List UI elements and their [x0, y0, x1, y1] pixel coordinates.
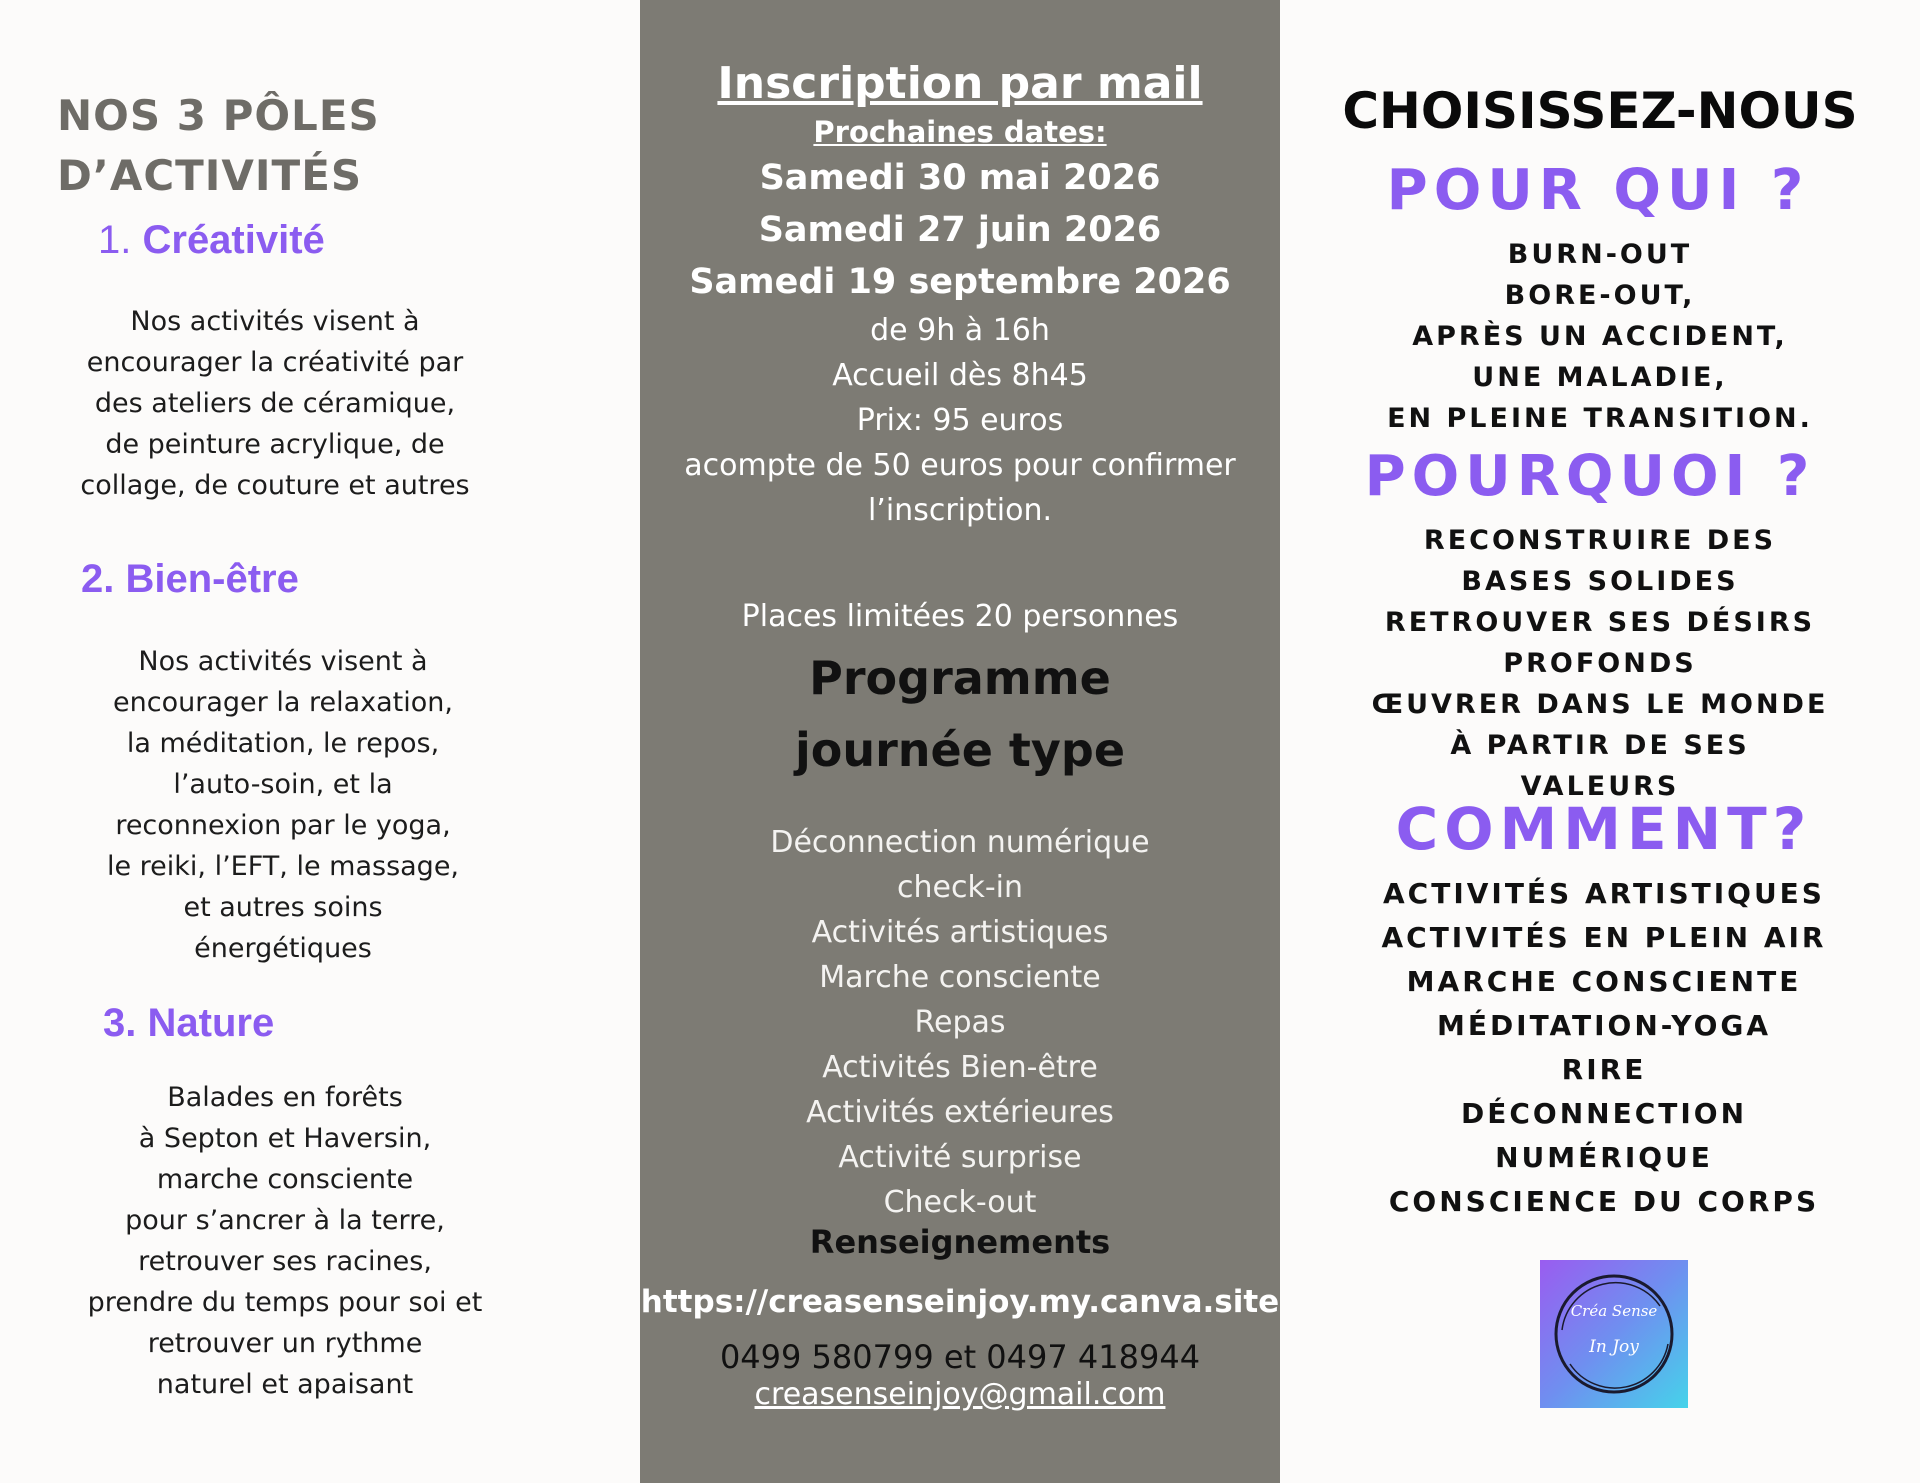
deposit-text-2: l’inscription. — [867, 493, 1053, 528]
list-item: APRÈS UN ACCIDENT, — [1412, 321, 1788, 352]
program-item: Activité surprise — [838, 1140, 1082, 1175]
list-item: MÉDITATION-YOGA — [1436, 1009, 1772, 1042]
why-list — [1280, 520, 1920, 807]
places-text: Places limitées 20 personnes — [741, 599, 1179, 634]
list-item: NUMÉRIQUE — [1495, 1141, 1713, 1174]
list-item: MARCHE CONSCIENTE — [1406, 965, 1802, 998]
how-heading: COMMENT? — [1395, 795, 1813, 863]
list-item: DÉCONNECTION — [1460, 1097, 1748, 1130]
list-item: ŒUVRER DANS LE MONDE — [1371, 689, 1829, 720]
list-item: ACTIVITÉS EN PLEIN AIR — [1381, 921, 1827, 954]
section-nature-text: Balades en forêts à Septon et Haversin, marche consciente pour s’ancrer à la terre, retrouver ses racines, prendre du temps pour soi et retrouver un rythme naturel et apaisant — [87, 1082, 483, 1400]
date-item: Samedi 19 septembre 2026 — [689, 262, 1231, 302]
poles-title-line1: NOS 3 PÔLES — [57, 91, 380, 140]
list-item: BURN-OUT — [1507, 239, 1693, 270]
logo-text-line1: Créa Sense — [1570, 1302, 1658, 1320]
section-title: Nature — [147, 1001, 275, 1045]
why-heading: POURQUOI ? — [1364, 444, 1816, 509]
program-item: Activités artistiques — [811, 915, 1109, 950]
list-item: VALEURS — [1520, 771, 1680, 802]
deposit-text: acompte de 50 euros pour confirmer — [684, 448, 1236, 483]
list-item: À PARTIR DE SES — [1450, 730, 1750, 761]
email-link[interactable]: creasenseinjoy@gmail.com — [754, 1377, 1166, 1412]
program-item: Activités Bien-être — [822, 1050, 1098, 1085]
list-item: BORE-OUT, — [1504, 280, 1696, 311]
section-number: 3. — [103, 1001, 137, 1045]
logo-text-line2: In Joy — [1589, 1337, 1639, 1357]
for-who-list — [1280, 234, 1920, 439]
choose-us-title: CHOISISSEZ-NOUS — [1342, 82, 1858, 140]
date-item: Samedi 27 juin 2026 — [758, 210, 1162, 250]
brand-logo-circle-icon — [1540, 1260, 1688, 1408]
section-title: Créativité — [142, 218, 325, 262]
hours-text: de 9h à 16h — [870, 313, 1050, 348]
program-item: Activités extérieures — [806, 1095, 1114, 1130]
list-item: PROFONDS — [1503, 648, 1697, 679]
section-number: 1. — [98, 218, 132, 262]
list-item: EN PLEINE TRANSITION. — [1387, 403, 1813, 434]
phone-text: 0499 580799 et 0497 418944 — [719, 1338, 1201, 1376]
how-list — [1284, 872, 1920, 1224]
welcome-text: Accueil dès 8h45 — [832, 358, 1088, 393]
section-bien-etre-text: Nos activités visent à encourager la relaxation, la méditation, le repos, l’auto-soin, et la reconnexion par le yoga, le reiki, l’EFT, le massage, et autres soins énergétiques — [106, 646, 460, 964]
date-item: Samedi 30 mai 2026 — [759, 158, 1161, 198]
program-item: Marche consciente — [819, 960, 1101, 995]
poles-title-line2: D’ACTIVITÉS — [57, 151, 363, 200]
info-heading: Renseignements — [809, 1223, 1111, 1261]
program-item: Check-out — [883, 1185, 1037, 1220]
list-item: RECONSTRUIRE DES — [1423, 525, 1777, 556]
list-item: RETROUVER SES DÉSIRS — [1384, 607, 1816, 638]
program-item: check-in — [896, 870, 1023, 905]
brand-logo — [1540, 1260, 1688, 1408]
section-title: Bien-être — [125, 557, 299, 601]
list-item: ACTIVITÉS ARTISTIQUES — [1383, 877, 1825, 910]
program-item: Repas — [914, 1005, 1006, 1040]
program-item: Déconnection numérique — [770, 825, 1150, 860]
section-creativite-text: Nos activités visent à encourager la créativité par des ateliers de céramique, de peinture acrylique, de collage, de couture et autres — [80, 306, 470, 501]
list-item: BASES SOLIDES — [1461, 566, 1739, 597]
program-title-line2: journée type — [794, 723, 1126, 777]
list-item: RIRE — [1561, 1053, 1647, 1086]
program-title-line1: Programme — [809, 651, 1111, 705]
for-who-heading: POUR QUI ? — [1386, 158, 1810, 223]
list-item: UNE MALADIE, — [1472, 362, 1728, 393]
next-dates-heading: Prochaines dates: — [813, 115, 1107, 149]
list-item: CONSCIENCE DU CORPS — [1388, 1185, 1820, 1218]
inscription-heading: Inscription par mail — [717, 58, 1203, 109]
section-number: 2. — [81, 557, 115, 601]
website-link[interactable]: https://creasenseinjoy.my.canva.site — [640, 1284, 1280, 1320]
price-text: Prix: 95 euros — [856, 403, 1064, 438]
